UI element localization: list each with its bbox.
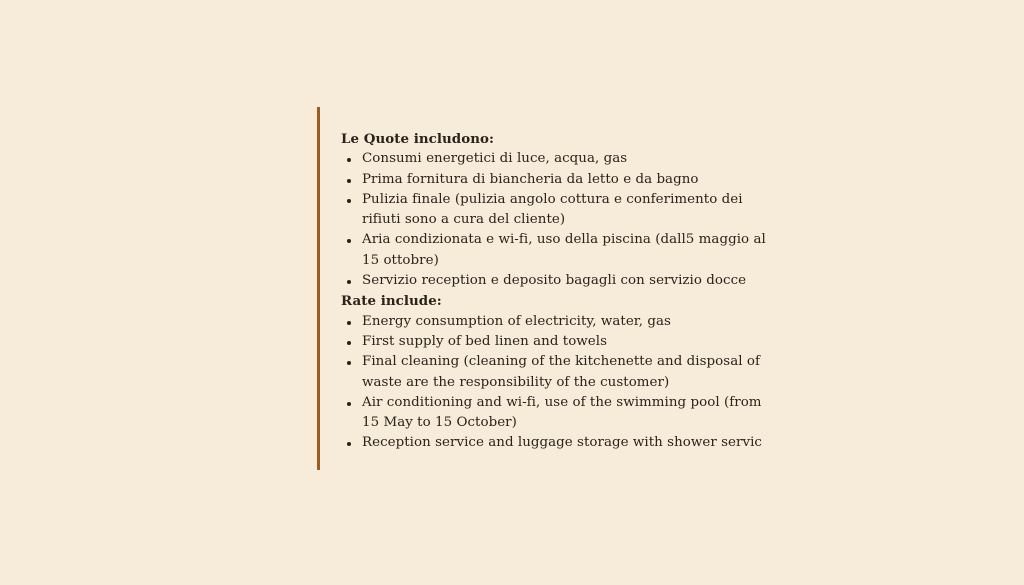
english-list <box>341 312 781 454</box>
list-item: Servizio reception e deposito bagagli con servizio docce <box>341 271 781 291</box>
list-item: Consumi energetici di luce, acqua, gas <box>341 149 781 169</box>
list-item: Energy consumption of electricity, water, gas <box>341 312 781 332</box>
list-item: Final cleaning (cleaning of the kitchenette and disposal of waste are the responsibility of the customer) <box>341 352 781 393</box>
list-item: Pulizia finale (pulizia angolo cottura e conferimento dei rifiuti sono a cura del cliente) <box>341 190 781 231</box>
list-item: Air conditioning and wi-fi, use of the swimming pool (from 15 May to 15 October) <box>341 393 781 434</box>
english-heading: Rate include: <box>341 293 442 310</box>
list-item: Aria condizionata e wi-fi, uso della piscina (dall5 maggio al 15 ottobre) <box>341 230 781 271</box>
list-item: Reception service and luggage storage with shower servic <box>341 433 781 453</box>
list-item: First supply of bed linen and towels <box>341 332 781 352</box>
italian-list <box>341 149 781 291</box>
list-item: Prima fornitura di biancheria da letto e da bagno <box>341 170 781 190</box>
italian-heading: Le Quote includono: <box>341 131 494 147</box>
accent-bar <box>317 107 320 470</box>
rates-content <box>341 129 781 454</box>
